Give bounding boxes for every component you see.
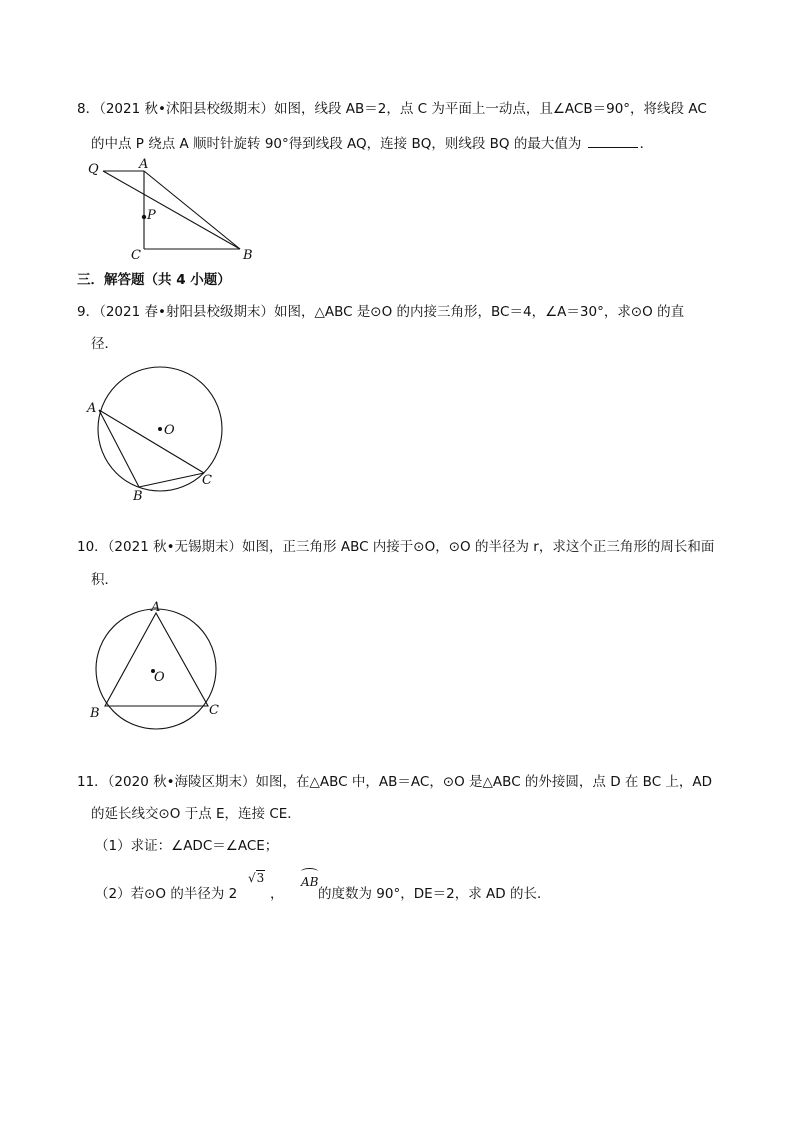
label-b: B [243, 248, 253, 263]
label-c: C [209, 703, 219, 718]
triangle-abc [105, 613, 208, 706]
label-b: B [133, 489, 143, 504]
q8-text-line2 [91, 133, 653, 154]
label-a: A [151, 600, 161, 615]
answer-blank [588, 133, 638, 148]
point-p [142, 215, 146, 219]
q11-part1: （1）求证：∠ADC＝∠ACE； [95, 838, 279, 854]
label-p: P [147, 208, 156, 223]
label-a: A [139, 157, 149, 172]
arc-label: AB [301, 875, 319, 889]
q8-figure [85, 155, 265, 265]
sqrt-expression: √3 [248, 871, 265, 885]
arc-symbol-icon [301, 868, 318, 875]
label-c: C [131, 248, 141, 263]
q10-text-line1: 10．（2021 秋•无锡期末）如图，正三角形 ABC 内接于⊙O，⊙O 的半径为 r，求这个正三角形的周长和面 [77, 539, 715, 555]
label-o: O [164, 423, 175, 438]
label-o: O [154, 670, 165, 685]
q8-text-line2-end: ． [639, 136, 654, 152]
segment-ab [144, 171, 240, 249]
label-a: A [87, 401, 97, 416]
q8-text-line2-main: 的中点 P 绕点 A 顺时针旋转 90°得到线段 AQ，连接 BQ，则线段 BQ 的最大值为 [91, 136, 582, 152]
arc-ab [301, 875, 318, 889]
segment-bc [139, 473, 204, 487]
q9-text-line2: 径． [91, 336, 118, 352]
label-b: B [90, 706, 100, 721]
q11-part2-b: ， [270, 886, 284, 902]
section-title: 三．解答题（共 4 小题） [77, 272, 231, 288]
q11-text-line1: 11．（2020 秋•海陵区期末）如图，在△ABC 中，AB＝AC，⊙O 是△ABC 的外接圆，点 D 在 BC 上，AD [77, 774, 713, 790]
q11-part2-c: 的度数为 90°，DE＝2，求 AD 的长． [318, 886, 551, 902]
circle-o [96, 609, 216, 729]
label-c: C [202, 473, 212, 488]
q9-figure [85, 360, 235, 510]
center-o [158, 427, 162, 431]
q9-text-line1: 9．（2021 春•射阳县校级期末）如图，△ABC 是⊙O 的内接三角形，BC＝4，∠A＝30°，求⊙O 的直 [77, 304, 685, 320]
segment-qb [103, 171, 240, 249]
q11-part2-a: （2）若⊙O 的半径为 2 [95, 886, 238, 902]
q10-figure [85, 598, 235, 723]
sqrt-radicand: 3 [256, 871, 265, 885]
q10-text-line2: 积． [91, 572, 118, 588]
q8-text-line1: 8．（2021 秋•沭阳县校级期末）如图，线段 AB＝2，点 C 为平面上一动点，且∠ACB＝90°，将线段 AC [77, 101, 707, 117]
q11-text-line2: 的延长线交⊙O 于点 E，连接 CE． [91, 806, 301, 822]
label-q: Q [88, 162, 99, 177]
